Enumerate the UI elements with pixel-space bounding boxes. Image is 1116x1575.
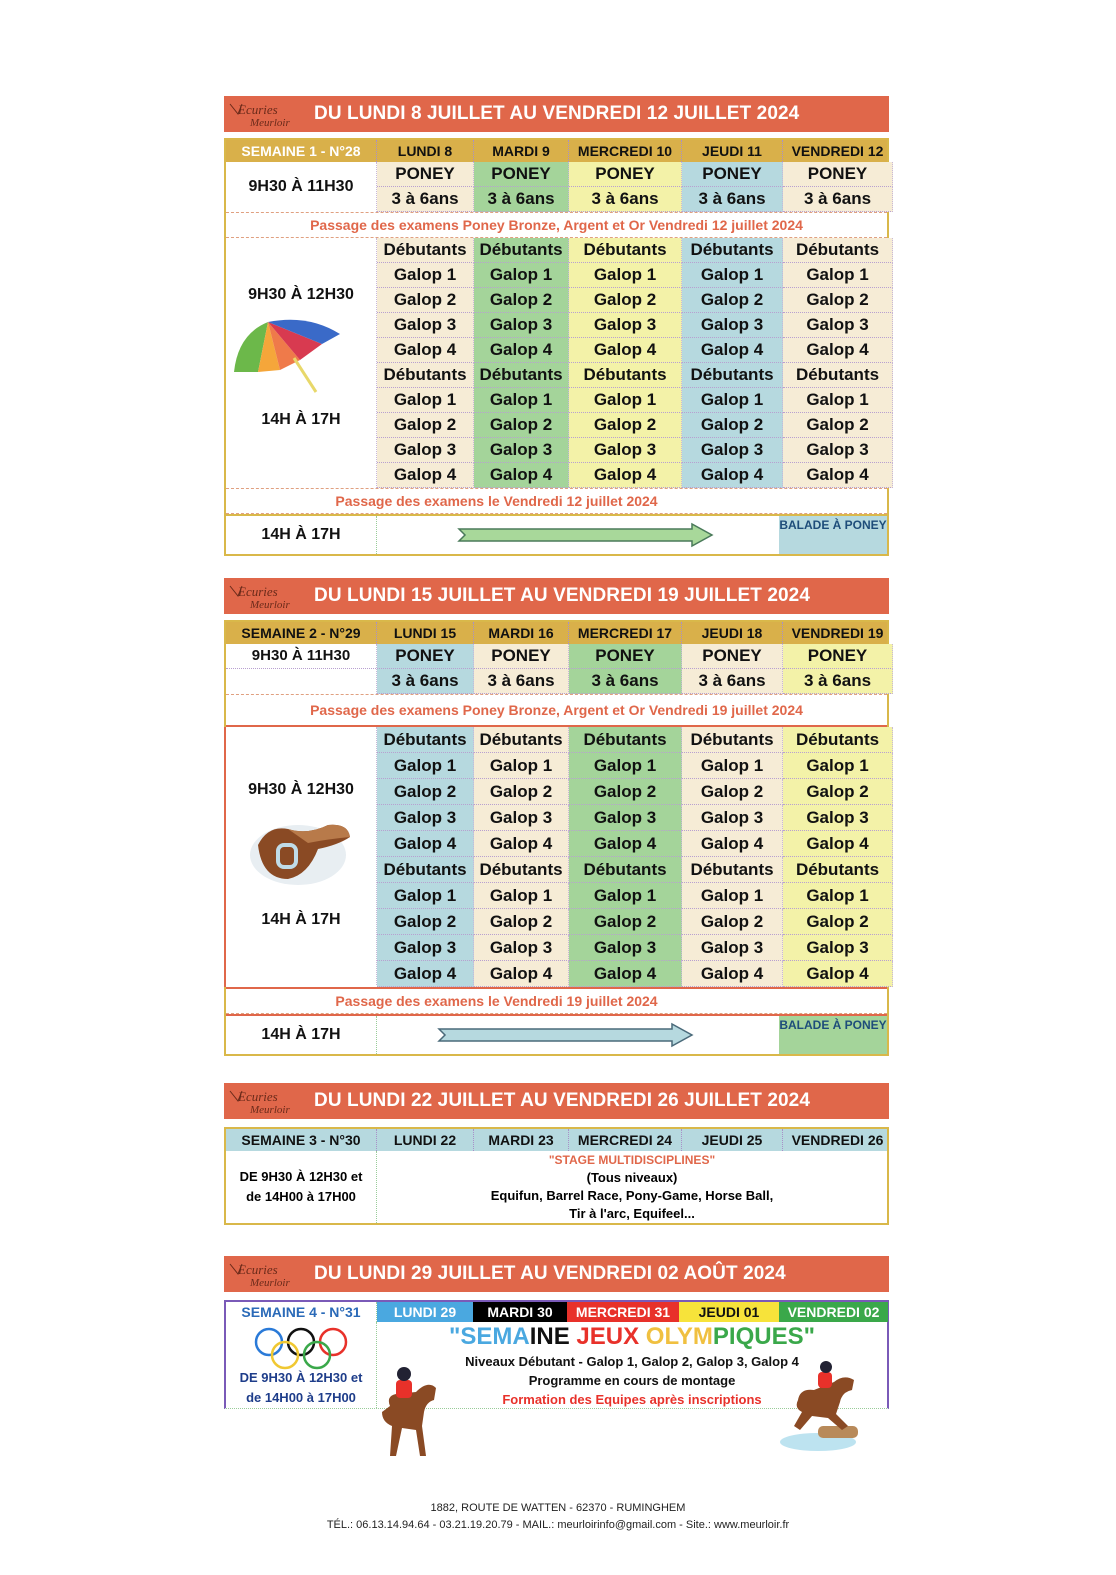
day-header: VENDREDI 26 [791, 1132, 884, 1148]
galop-cell: Galop 2 [474, 909, 569, 935]
galop-cell: Galop 1 [377, 388, 474, 413]
galop-cell: Galop 4 [474, 338, 569, 363]
week-banner [224, 1083, 889, 1119]
ride-row [226, 514, 887, 554]
horse-rider-icon [376, 1366, 442, 1467]
galop-cell: Galop 4 [474, 961, 569, 987]
day-header: JEUDI 11 [682, 140, 783, 162]
galop-cell: Galop 3 [783, 438, 893, 463]
galop-cell: Galop 2 [474, 779, 569, 805]
week-2 [224, 578, 889, 1056]
program-line: Programme en cours de montage [528, 1373, 736, 1388]
day-header: VENDREDI 12 [791, 143, 884, 159]
day-header: MARDI 23 [474, 1129, 569, 1151]
galop-cell: Galop 3 [377, 935, 474, 961]
week-title: DU LUNDI 8 JUILLET AU VENDREDI 12 JUILLET 2024 [314, 103, 800, 124]
galop-row [377, 961, 893, 987]
debutants-cell: Débutants [474, 727, 569, 753]
time-label: 9H30 À 11H30 [226, 162, 377, 212]
stage-activities: Equifun, Barrel Race, Pony-Game, Horse Ball, [490, 1188, 774, 1203]
debutants-cell: Débutants [682, 238, 783, 263]
galop-cell: Galop 4 [569, 831, 682, 857]
galop-columns [377, 727, 893, 987]
pony-rows [226, 644, 887, 694]
galop-cell: Galop 3 [474, 935, 569, 961]
galop-row [377, 805, 893, 831]
galop-cell: Galop 4 [377, 961, 474, 987]
stage-title: "STAGE MULTIDISCIPLINES" [548, 1153, 716, 1167]
time-column [226, 727, 377, 985]
pony-cell: PONEY [377, 162, 474, 187]
galop-cell: Galop 2 [783, 779, 893, 805]
galop-cell: Galop 2 [783, 413, 893, 438]
logo [224, 1083, 298, 1119]
morning-time: 9H30 À 12H30 [248, 286, 354, 303]
galop-cell: Galop 3 [682, 313, 783, 338]
age-cell: 3 à 6ans [569, 187, 682, 212]
debutants-cell: Débutants [783, 857, 893, 883]
galop-cell: Galop 3 [783, 313, 893, 338]
galop-cell: Galop 4 [474, 463, 569, 488]
schedule-grid [224, 620, 889, 1056]
time-line: DE 9H30 À 12H30 et [239, 1370, 363, 1385]
title-part: OLYM [645, 1323, 713, 1350]
galop-row [377, 313, 893, 338]
footer-contact: TÉL.: 06.13.14.94.64 - 03.21.19.20.79 - MAIL.: meurloirinfo@gmail.com - Site.: www.meurloir.fr [326, 1519, 790, 1531]
galop-cell: Galop 2 [569, 413, 682, 438]
arrow-area [376, 1016, 779, 1054]
galop-cell: Galop 1 [682, 753, 783, 779]
galop-row [377, 935, 893, 961]
week-4 [224, 1256, 889, 1409]
title-part: INE [529, 1323, 577, 1350]
galop-cell: Galop 2 [474, 413, 569, 438]
week-label: SEMAINE 1 - N°28 [226, 140, 377, 162]
galop-cell: Galop 3 [474, 805, 569, 831]
pony-cell: PONEY [474, 162, 569, 187]
galop-cell: Galop 4 [569, 961, 682, 987]
galop-cell: Galop 3 [474, 438, 569, 463]
age-cell: 3 à 6ans [377, 669, 474, 694]
galop-cell: Galop 3 [682, 438, 783, 463]
galop-cell: Galop 1 [783, 263, 893, 288]
week-1 [224, 96, 889, 556]
debutants-cell: Débutants [377, 727, 474, 753]
galop-cell: Galop 1 [474, 753, 569, 779]
galop-cell: Galop 1 [682, 388, 783, 413]
week-title: DU LUNDI 22 JUILLET AU VENDREDI 26 JUILLET 2024 [314, 1090, 810, 1111]
time-line: de 14H00 à 17H00 [246, 1189, 356, 1204]
galop-cell: Galop 1 [474, 263, 569, 288]
age-cell: 3 à 6ans [783, 669, 893, 694]
debutants-cell: Débutants [569, 238, 682, 263]
galop-row [377, 338, 893, 363]
svg-text:Ecuries: Ecuries [238, 584, 278, 599]
footer-address: 1882, ROUTE DE WATTEN - 62370 - RUMINGHEM [430, 1502, 686, 1514]
galop-row [377, 909, 893, 935]
day-header: LUNDI 29 [377, 1302, 473, 1322]
umbrella-icon [228, 314, 348, 399]
galop-cell: Galop 3 [377, 313, 474, 338]
galop-cell: Galop 2 [377, 413, 474, 438]
ride-row [226, 1014, 887, 1054]
day-header: MERCREDI 24 [569, 1129, 682, 1151]
galop-cell: Galop 2 [569, 288, 682, 313]
stage-row [226, 1151, 887, 1223]
galop-row [377, 753, 893, 779]
debutants-cell: Débutants [783, 363, 893, 388]
galop-cell: Galop 4 [377, 831, 474, 857]
week-banner [224, 1256, 889, 1292]
pony-rows [226, 162, 887, 212]
galop-cell: Galop 4 [783, 831, 893, 857]
galop-cell: Galop 1 [682, 263, 783, 288]
svg-text:Meurloir: Meurloir [250, 1277, 290, 1289]
arrow-right-icon [377, 1016, 779, 1054]
day-header: JEUDI 25 [682, 1129, 783, 1151]
galop-row [377, 438, 893, 463]
galop-cell: Galop 3 [569, 935, 682, 961]
pony-exam-note: Passage des examens Poney Bronze, Argent et Or Vendredi 12 juillet 2024 [226, 212, 887, 238]
age-cell: 3 à 6ans [682, 187, 783, 212]
galop-cell: Galop 4 [377, 463, 474, 488]
galop-cell: Galop 4 [783, 463, 893, 488]
time-column [226, 238, 377, 488]
galop-cell: Galop 1 [682, 883, 783, 909]
galop-cell: Galop 1 [474, 388, 569, 413]
galop-row [377, 857, 893, 883]
debutants-cell: Débutants [783, 727, 893, 753]
debutants-cell: Débutants [377, 238, 474, 263]
galop-columns [377, 238, 893, 488]
stage-activities: Tir à l'arc, Equifeel... [569, 1206, 695, 1221]
week-title: DU LUNDI 15 JUILLET AU VENDREDI 19 JUILLET 2024 [314, 585, 810, 606]
galop-cell: Galop 1 [569, 263, 682, 288]
debutants-cell: Débutants [474, 238, 569, 263]
debutants-cell: Débutants [569, 727, 682, 753]
galop-cell: Galop 2 [377, 909, 474, 935]
galop-cell: Galop 4 [682, 831, 783, 857]
title-part: PIQUES" [712, 1323, 815, 1350]
galop-cell: Galop 3 [569, 313, 682, 338]
week-banner [224, 578, 889, 614]
time-label: 9H30 À 11H30 [226, 644, 376, 669]
week-label: SEMAINE 2 - N°29 [226, 622, 377, 644]
day-header: VENDREDI 02 [779, 1302, 888, 1322]
day-header: MERCREDI 17 [569, 622, 682, 644]
ride-time: 14H À 17H [261, 526, 341, 543]
week-label: SEMAINE 3 - N°30 [226, 1129, 377, 1151]
pony-cell: PONEY [377, 644, 474, 669]
galop-row [377, 263, 893, 288]
galop-cell: Galop 2 [569, 909, 682, 935]
day-header: JEUDI 01 [679, 1302, 779, 1322]
svg-text:Meurloir: Meurloir [250, 599, 290, 611]
svg-text:Ecuries: Ecuries [238, 1089, 278, 1104]
afternoon-time: 14H À 17H [261, 411, 341, 428]
pony-cell: PONEY [474, 644, 569, 669]
galop-cell: Galop 4 [783, 961, 893, 987]
galop-cell: Galop 4 [474, 831, 569, 857]
galop-cell: Galop 2 [682, 413, 783, 438]
galop-cell: Galop 3 [474, 313, 569, 338]
debutants-cell: Débutants [377, 363, 474, 388]
debutants-cell: Débutants [682, 363, 783, 388]
week-3 [224, 1083, 889, 1225]
jumping-horse-icon [778, 1360, 866, 1457]
exam-note: Passage des examens le Vendredi 19 juillet 2024 [226, 987, 887, 1014]
title-part: JEUX [576, 1323, 646, 1350]
logo [224, 578, 298, 614]
galop-cell: Galop 4 [569, 463, 682, 488]
day-header: LUNDI 15 [377, 622, 474, 644]
svg-text:Ecuries: Ecuries [238, 1262, 278, 1277]
svg-text:Meurloir: Meurloir [250, 117, 290, 129]
week-title: DU LUNDI 29 JUILLET AU VENDREDI 02 AOÛT 2024 [314, 1263, 786, 1284]
debutants-cell: Débutants [474, 363, 569, 388]
galop-cell: Galop 1 [377, 883, 474, 909]
debutants-cell: Débutants [569, 857, 682, 883]
galop-row [377, 288, 893, 313]
galop-cell: Galop 1 [783, 388, 893, 413]
galop-cell: Galop 4 [682, 338, 783, 363]
galop-row [377, 831, 893, 857]
galop-cell: Galop 2 [783, 909, 893, 935]
pony-cell: PONEY [569, 644, 682, 669]
galop-cell: Galop 1 [783, 883, 893, 909]
galop-block [226, 238, 887, 488]
day-header: MARDI 30 [473, 1302, 567, 1322]
galop-cell: Galop 2 [377, 779, 474, 805]
week-banner [224, 96, 889, 132]
stage-description [377, 1151, 887, 1223]
age-cell: 3 à 6ans [783, 187, 893, 212]
galop-cell: Galop 4 [569, 338, 682, 363]
pony-cell: PONEY [783, 644, 893, 669]
header-row [226, 1129, 887, 1151]
svg-text:Meurloir: Meurloir [250, 1104, 290, 1116]
age-cell: 3 à 6ans [474, 187, 569, 212]
time-line: DE 9H30 À 12H30 et [239, 1169, 363, 1184]
galop-row [377, 388, 893, 413]
afternoon-time: 14H À 17H [261, 911, 341, 928]
schedule-grid [224, 138, 889, 556]
age-cell: 3 à 6ans [474, 669, 569, 694]
galop-cell: Galop 1 [569, 388, 682, 413]
galop-cell: Galop 1 [377, 263, 474, 288]
galop-cell: Galop 2 [682, 909, 783, 935]
galop-block [224, 727, 889, 987]
pony-exam-note: Passage des examens Poney Bronze, Argent et Or Vendredi 19 juillet 2024 [226, 694, 887, 727]
galop-cell: Galop 2 [783, 288, 893, 313]
debutants-cell: Débutants [783, 238, 893, 263]
exam-note: Passage des examens le Vendredi 12 juillet 2024 [226, 488, 887, 514]
levels-line: Niveaux Débutant - Galop 1, Galop 2, Galop 3, Galop 4 [465, 1354, 799, 1369]
galop-row [377, 779, 893, 805]
galop-cell: Galop 3 [377, 805, 474, 831]
galop-row [377, 883, 893, 909]
debutants-cell: Débutants [377, 857, 474, 883]
galop-row [377, 413, 893, 438]
schedule-grid [224, 1127, 889, 1225]
day-header: MARDI 9 [474, 140, 569, 162]
logo [224, 1256, 298, 1292]
ride-time: 14H À 17H [261, 1026, 341, 1043]
week-label: SEMAINE 4 - N°31 [226, 1302, 377, 1322]
time-column [226, 1322, 377, 1408]
galop-cell: Galop 3 [783, 805, 893, 831]
age-cell: 3 à 6ans [377, 187, 474, 212]
age-cell: 3 à 6ans [569, 669, 682, 694]
arrow-area [376, 516, 779, 554]
header-row [226, 140, 887, 162]
galop-cell: Galop 3 [377, 438, 474, 463]
galop-cell: Galop 3 [569, 438, 682, 463]
debutants-cell: Débutants [474, 857, 569, 883]
galop-cell: Galop 4 [783, 338, 893, 363]
galop-cell: Galop 1 [569, 883, 682, 909]
pony-cell: PONEY [682, 644, 783, 669]
stage-level: (Tous niveaux) [586, 1170, 678, 1185]
day-header: MERCREDI 10 [569, 140, 682, 162]
galop-cell: Galop 3 [682, 805, 783, 831]
galop-cell: Galop 3 [569, 805, 682, 831]
day-header: MERCREDI 31 [567, 1302, 679, 1322]
galop-cell: Galop 4 [682, 463, 783, 488]
galop-cell: Galop 4 [377, 338, 474, 363]
svg-text:Ecuries: Ecuries [238, 102, 278, 117]
day-header: VENDREDI 19 [791, 625, 884, 641]
galop-cell: Galop 1 [783, 753, 893, 779]
day-header: MARDI 16 [474, 622, 569, 644]
galop-cell: Galop 3 [783, 935, 893, 961]
title-part: "SEMA [449, 1323, 530, 1350]
saddle-icon [248, 815, 358, 892]
galop-cell: Galop 2 [474, 288, 569, 313]
debutants-cell: Débutants [569, 363, 682, 388]
balade-poney-cell: BALADE À PONEY [779, 516, 887, 554]
balade-poney-cell: BALADE À PONEY [779, 1016, 887, 1054]
morning-time: 9H30 À 12H30 [248, 781, 354, 798]
day-header: LUNDI 8 [377, 140, 474, 162]
galop-cell: Galop 2 [682, 779, 783, 805]
galop-cell: Galop 2 [682, 288, 783, 313]
galop-cell: Galop 1 [569, 753, 682, 779]
time-line: de 14H00 à 17H00 [246, 1390, 356, 1405]
day-header: LUNDI 22 [377, 1129, 474, 1151]
debutants-cell: Débutants [682, 857, 783, 883]
pony-cell: PONEY [569, 162, 682, 187]
age-cell: 3 à 6ans [682, 669, 783, 694]
header-row [226, 622, 887, 644]
galop-row [377, 238, 893, 263]
pony-cell: PONEY [682, 162, 783, 187]
pony-cell: PONEY [783, 162, 893, 187]
galop-cell: Galop 3 [682, 935, 783, 961]
galop-cell: Galop 2 [377, 288, 474, 313]
debutants-cell: Débutants [682, 727, 783, 753]
galop-cell: Galop 4 [682, 961, 783, 987]
header-row [226, 1302, 887, 1322]
olympic-title [377, 1322, 887, 1352]
galop-row [377, 727, 893, 753]
galop-cell: Galop 1 [377, 753, 474, 779]
arrow-right-icon [377, 516, 779, 554]
galop-cell: Galop 2 [569, 779, 682, 805]
galop-cell: Galop 1 [474, 883, 569, 909]
day-header: JEUDI 18 [682, 622, 783, 644]
galop-row [377, 463, 893, 488]
time-column [226, 1151, 377, 1223]
logo [224, 96, 298, 132]
teams-line: Formation des Equipes après inscriptions [502, 1392, 762, 1407]
galop-row [377, 363, 893, 388]
